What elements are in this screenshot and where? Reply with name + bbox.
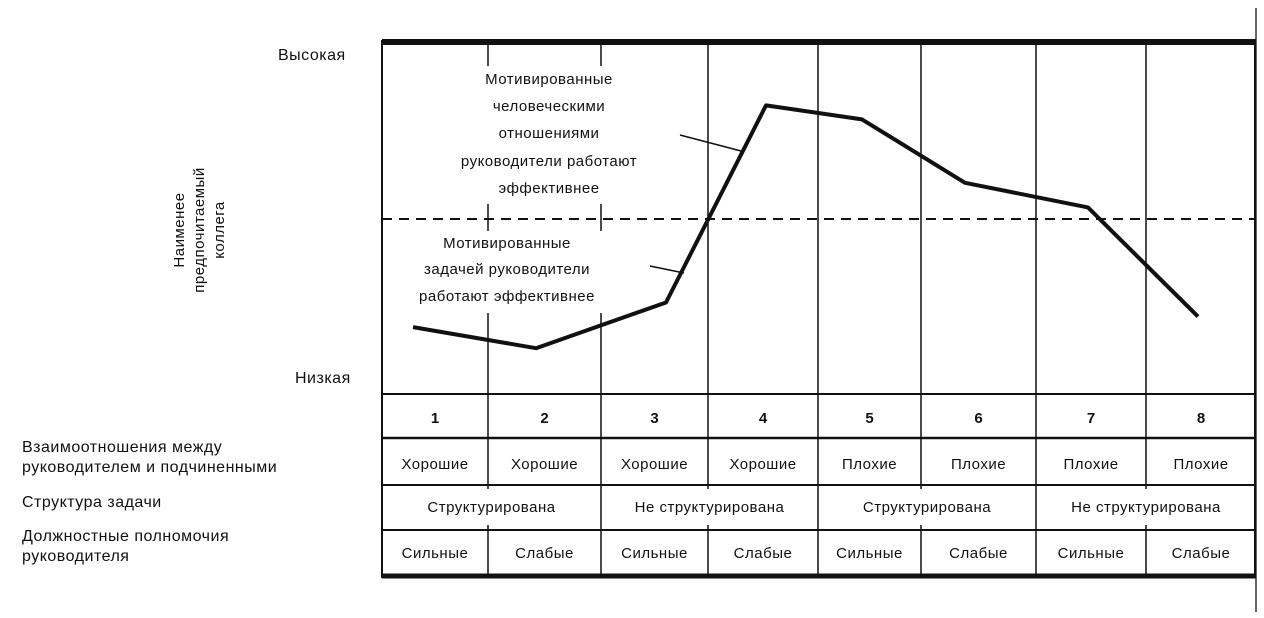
y-axis-title-line: коллега (211, 201, 228, 259)
y-axis-title-line: предпочитаемый (191, 167, 208, 293)
power-cell: Слабые (1171, 545, 1231, 562)
octant-number: 5 (865, 410, 874, 427)
relations-row-label-line: Взаимоотношения между (22, 439, 223, 456)
relations-cell: Плохие (950, 456, 1007, 473)
annotation-line: Мотивированные (485, 71, 613, 88)
octant-number: 6 (974, 410, 983, 427)
octant-number: 8 (1196, 410, 1206, 427)
relations-cell: Хорошие (620, 456, 689, 473)
relations-cell: Хорошие (729, 456, 797, 473)
power-row-label-line: руководителя (22, 548, 130, 565)
annotation-leader-line (650, 266, 684, 273)
relations-cell: Плохие (1173, 456, 1229, 473)
task-structure-cell: Не структурирована (634, 499, 785, 516)
annotation-line: человеческими (492, 98, 606, 115)
annotation-line: эффективнее (498, 180, 600, 197)
power-cell: Сильные (836, 545, 903, 562)
octant-number: 3 (650, 410, 659, 427)
y-axis-low-label: Низкая (295, 370, 351, 387)
annotation-line: задачей руководители (423, 261, 591, 278)
task-structure-cell: Не структурирована (1071, 499, 1221, 516)
power-row-label-line: Должностные полномочия (22, 528, 230, 545)
annotation-line: работают эффективнее (419, 288, 595, 305)
octant-number: 1 (430, 410, 440, 427)
annotation-leader-line (680, 135, 741, 151)
power-cell: Слабые (733, 545, 793, 562)
task-structure-cell: Структурирована (862, 499, 992, 516)
power-cell: Сильные (401, 545, 469, 562)
octant-number: 2 (540, 410, 549, 427)
relations-cell: Хорошие (401, 456, 469, 473)
task-structure-cell: Структурирована (427, 499, 556, 516)
annotation-line: отношениями (498, 125, 600, 142)
octant-number: 7 (1086, 410, 1096, 427)
power-cell: Слабые (949, 545, 1008, 562)
power-cell: Сильные (621, 545, 688, 562)
relations-cell: Плохие (1063, 456, 1119, 473)
y-axis-high-label: Высокая (278, 47, 346, 64)
task-row-label: Структура задачи (22, 494, 162, 511)
relations-cell: Хорошие (510, 456, 579, 473)
relations-row-label-line: руководителем и подчиненными (22, 459, 278, 476)
annotation-line: руководители работают (460, 153, 638, 170)
annotation-line: Мотивированные (443, 235, 571, 252)
power-cell: Слабые (515, 545, 574, 562)
relations-cell: Плохие (841, 456, 898, 473)
power-cell: Сильные (1057, 545, 1125, 562)
octant-number: 4 (758, 410, 768, 427)
task-motivated-annotation (419, 235, 595, 305)
y-axis-title-line: Наименее (171, 192, 188, 268)
